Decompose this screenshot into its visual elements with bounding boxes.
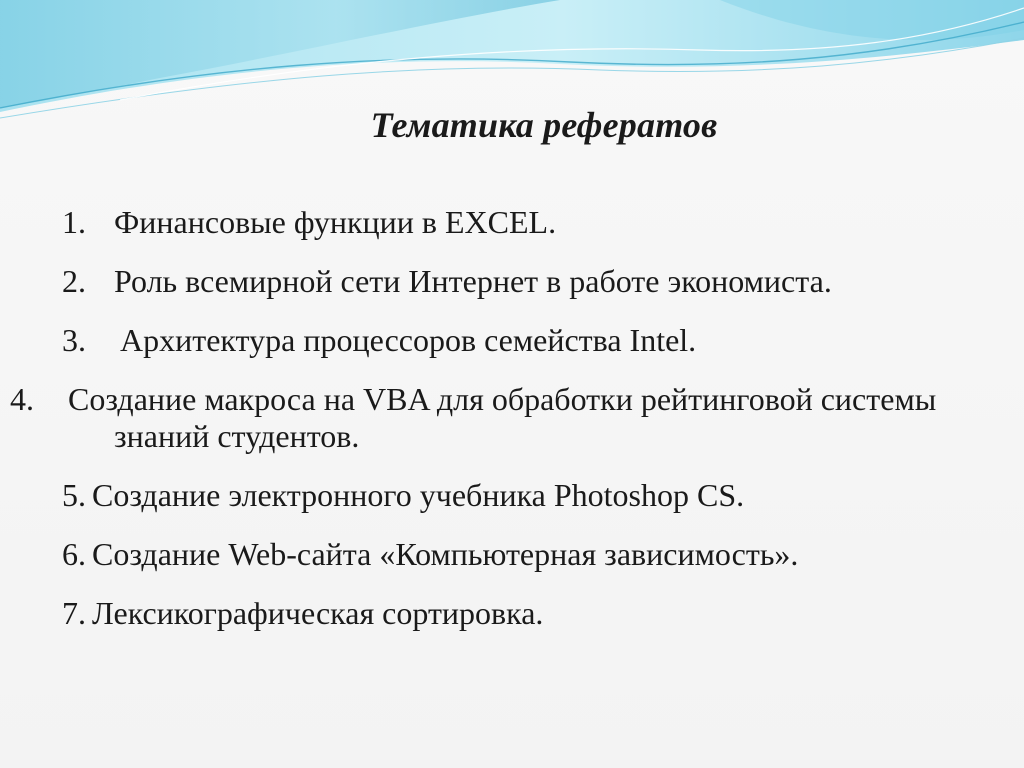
list-item	[62, 322, 992, 359]
list-item-text: Архитектура процессоров семейства Intel.	[120, 322, 697, 358]
list-item-number: 6.	[62, 536, 86, 572]
list-item-number: 2.	[62, 263, 86, 299]
list-item-text: Создание макроса на VBA для обработки рейтинговой системы знаний студентов.	[68, 381, 937, 454]
slide-title: Тематика рефератов	[370, 105, 718, 145]
list-item-text: Лексикографическая сортировка.	[92, 595, 544, 631]
list-item-number: 7.	[62, 595, 86, 631]
list-item-text: Финансовые функции в EXCEL.	[114, 204, 557, 240]
list-item	[62, 595, 992, 632]
list-item	[62, 204, 992, 241]
topics-list	[10, 204, 992, 654]
list-item-text: Роль всемирной сети Интернет в работе экономиста.	[114, 263, 832, 299]
list-item-number: 3.	[62, 322, 86, 358]
list-item	[62, 477, 992, 514]
list-item	[62, 263, 992, 300]
list-item-number: 5.	[62, 477, 86, 513]
list-item	[62, 536, 992, 573]
list-item-number: 1.	[62, 204, 86, 240]
list-item-text: Создание Web-сайта «Компьютерная зависимость».	[92, 536, 799, 572]
list-item-text: Создание электронного учебника Photoshop CS.	[92, 477, 745, 513]
list-item: 4. Создание макроса на VBA для обработки рейтинговой системы знаний студентов.	[10, 381, 937, 454]
